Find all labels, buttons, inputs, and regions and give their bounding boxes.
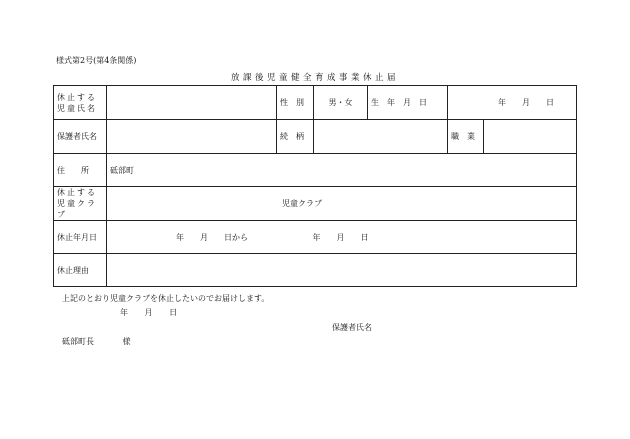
row-child-name (54, 86, 577, 120)
row-suspension-date (54, 221, 577, 254)
club-label (54, 187, 107, 221)
row-club (54, 187, 577, 221)
relation-label: 続 柄 (277, 120, 314, 154)
declaration-text: 上記のとおり児童クラブを休止したいのでお届けします。 (62, 294, 270, 303)
relation-field[interactable] (314, 120, 448, 154)
suspension-date-label: 休止年月日 (54, 221, 107, 254)
address-field[interactable]: 砥部町 (107, 154, 577, 187)
application-form-table (53, 85, 577, 287)
suspension-to-date: 年 月 日 (312, 232, 369, 242)
child-name-label-line1: 休止する (57, 92, 97, 102)
submission-date-line[interactable]: 年 月 日 (120, 308, 178, 317)
club-field[interactable] (107, 187, 577, 221)
club-value: 児童クラブ (282, 199, 322, 208)
row-guardian (54, 120, 577, 154)
occupation-label: 職 業 (448, 120, 484, 154)
occupation-field[interactable] (484, 120, 577, 154)
gender-value[interactable]: 男・女 (314, 86, 368, 120)
guardian-name-field[interactable] (107, 120, 277, 154)
reason-label: 休止理由 (54, 254, 107, 287)
row-reason (54, 254, 577, 287)
address-label: 住 所 (54, 154, 107, 187)
child-name-label (54, 86, 107, 120)
birth-date-field[interactable]: 年 月 日 (448, 86, 577, 120)
reason-field[interactable] (107, 254, 577, 287)
suspension-date-field[interactable] (107, 221, 577, 254)
child-name-label-line2: 児童氏名 (57, 103, 97, 113)
club-label-line1: 休止する (57, 188, 97, 197)
form-number: 様式第2号(第4条関係) (56, 56, 137, 65)
child-name-field[interactable] (107, 86, 277, 120)
document-title: 放課後児童健全育成事業休止届 (230, 73, 399, 83)
club-label-line2: 児童クラブ (57, 199, 97, 219)
gender-label: 性 別 (277, 86, 314, 120)
guardian-name-label: 保護者氏名 (54, 120, 107, 154)
guardian-signature-label: 保護者氏名 (332, 323, 372, 332)
addressee: 砥部町長 様 (62, 337, 131, 346)
row-address (54, 154, 577, 187)
suspension-from-date: 年 月 日から (176, 232, 248, 242)
birth-date-label: 生 年 月 日 (368, 86, 448, 120)
